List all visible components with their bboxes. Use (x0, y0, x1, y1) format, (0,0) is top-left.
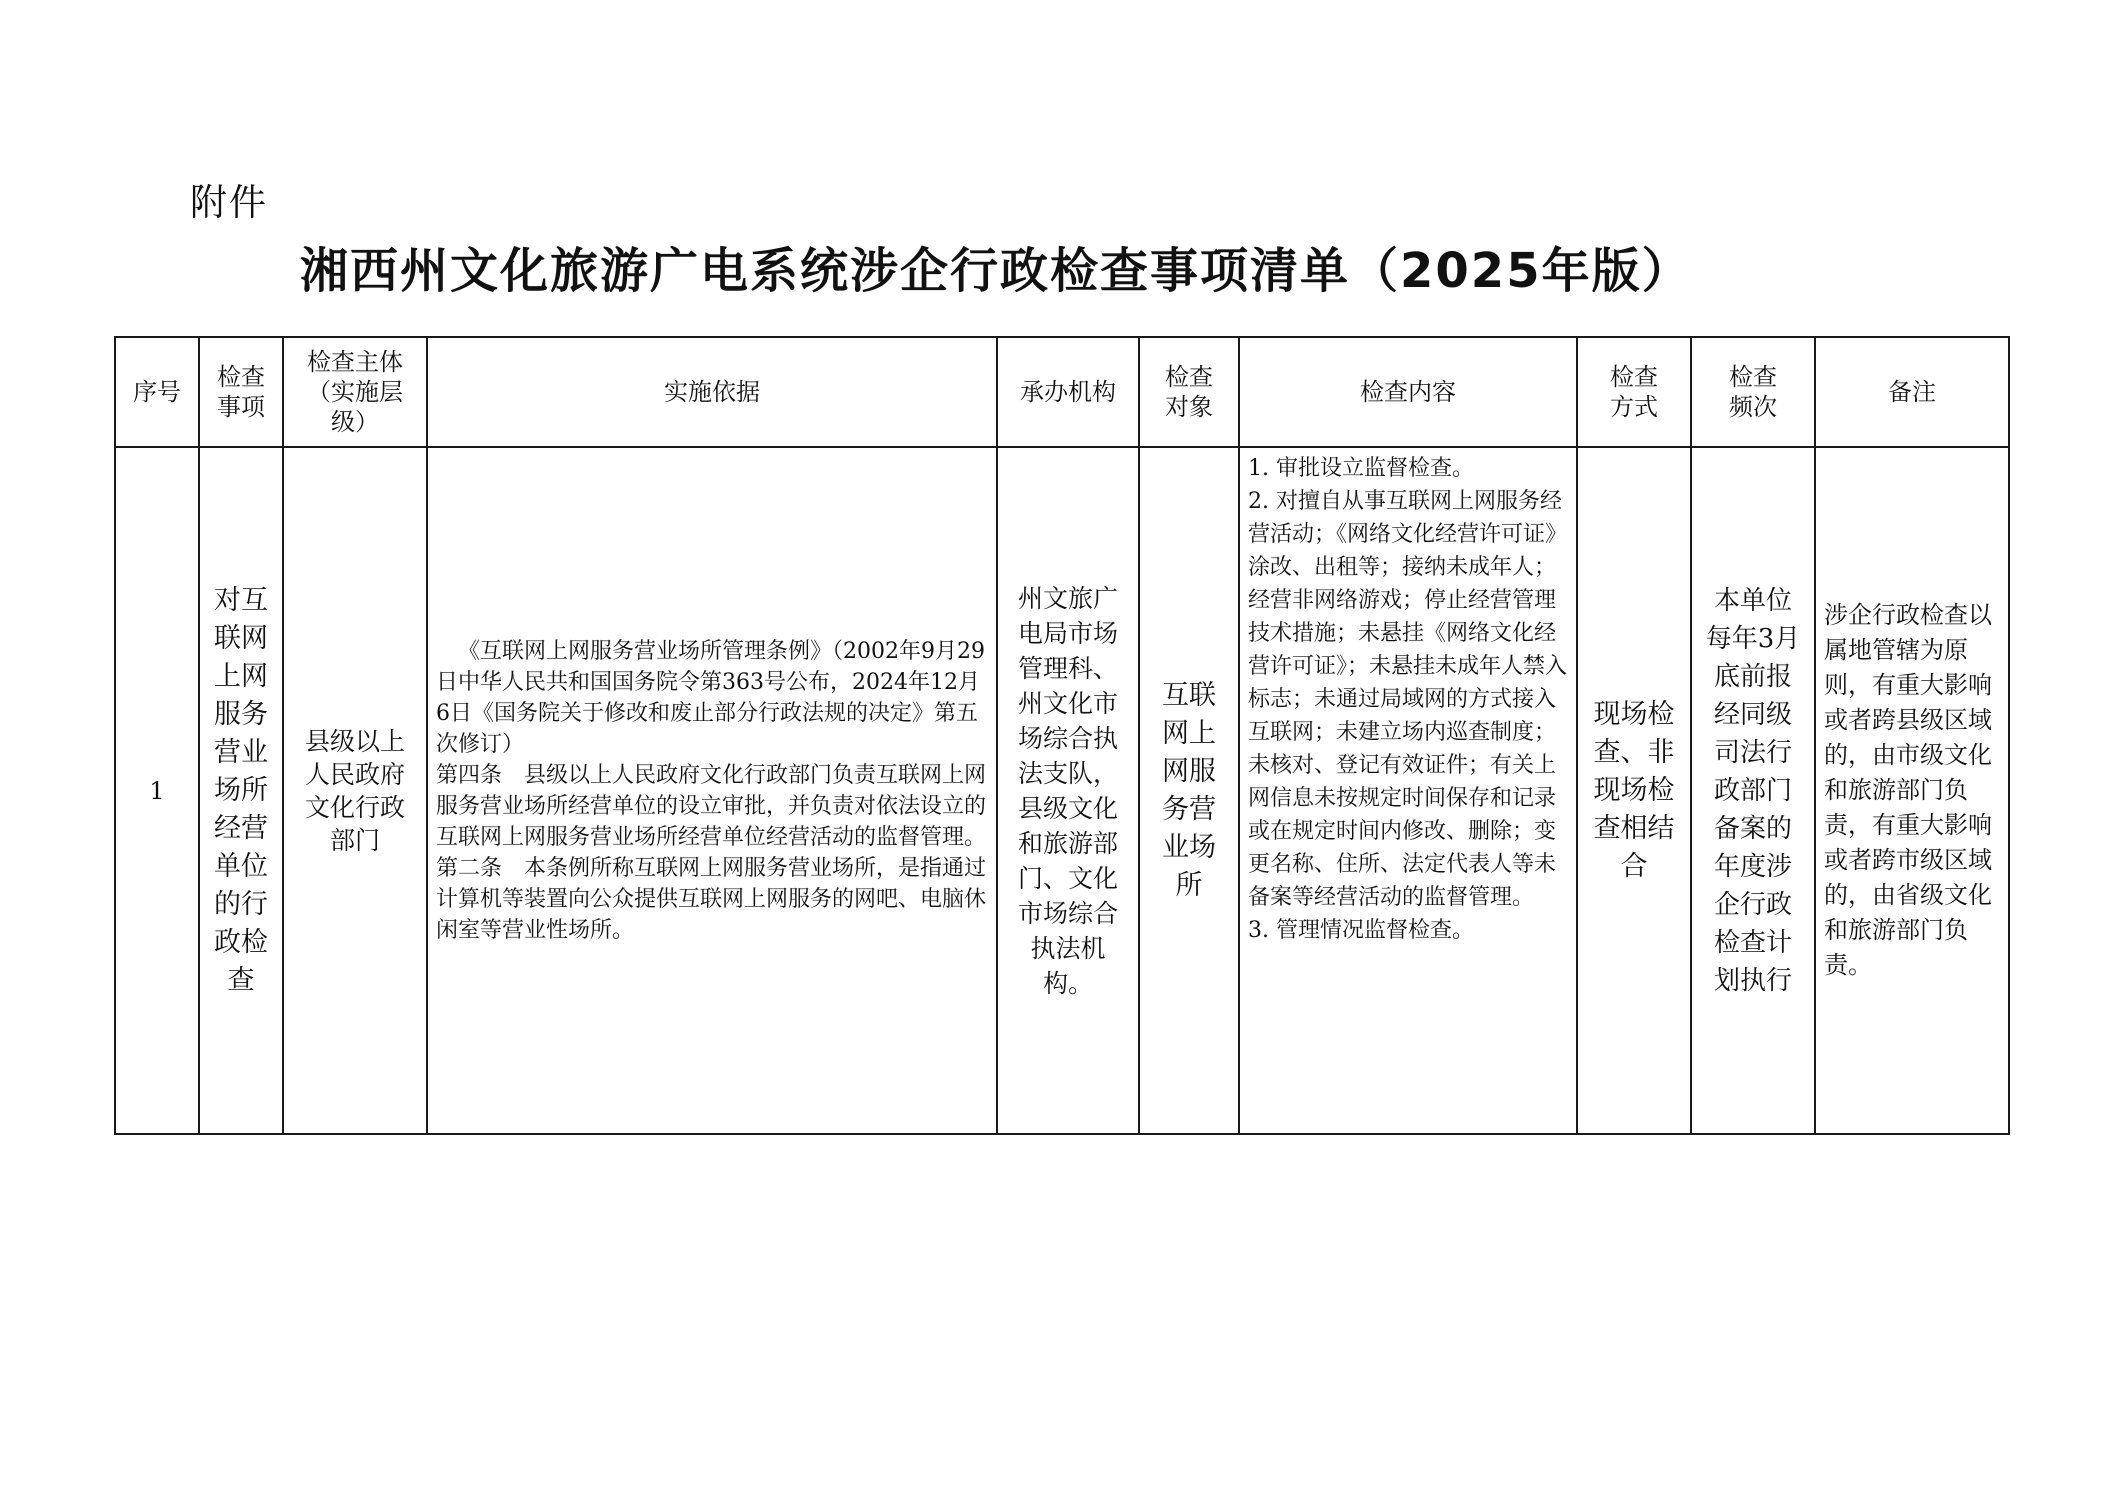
cell-basis (427, 447, 997, 1134)
col-header-subject: 检查主体（实施层级） (283, 337, 427, 447)
col-header-target: 检查对象 (1139, 337, 1239, 447)
basis-paragraph: 《互联网上网服务营业场所管理条例》（2002年9月29日中华人民共和国国务院令第363号公布，2024年12月6日《国务院关于修改和废止部分行政法规的决定》第五次修订） (436, 638, 985, 757)
col-header-index: 序号 (115, 337, 199, 447)
cell-note: 涉企行政检查以属地管辖为原则，有重大影响或者跨县级区域的，由市级文化和旅游部门负责，有重大影响或者跨市级区域的，由省级文化和旅游部门负责。 (1815, 447, 2009, 1134)
inspection-items-table (114, 336, 2010, 1135)
table-header-row (115, 337, 2009, 447)
content-item: 2. 对擅自从事互联网上网服务经营活动；《网络文化经营许可证》涂改、出租等；接纳未成年人；经营非网络游戏；停止经营管理技术措施；未悬挂《网络文化经营许可证》；未悬挂未成年人禁入标志；未通过局域网的方式接入互联网；未建立场内巡查制度；未核对、登记有效证件；有关上网信息未按规定时间保存和记录或在规定时间内修改、删除；变更名称、住所、法定代表人等未备案等经营活动的监督管理。 (1248, 489, 1568, 910)
col-header-frequency: 检查频次 (1691, 337, 1815, 447)
col-header-content: 检查内容 (1239, 337, 1577, 447)
col-header-method: 检查方式 (1577, 337, 1691, 447)
col-header-item: 检查事项 (199, 337, 283, 447)
content-item: 1. 审批设立监督检查。 (1248, 456, 1474, 481)
content-item: 3. 管理情况监督检查。 (1248, 918, 1474, 943)
col-header-note: 备注 (1815, 337, 2009, 447)
table-row (115, 447, 2009, 1134)
attachment-label: 附件 (190, 181, 268, 224)
cell-method: 现场检查、非现场检查相结合 (1577, 447, 1691, 1134)
basis-paragraph: 第二条 本条例所称互联网上网服务营业场所，是指通过计算机等装置向公众提供互联网上网服务的网吧、电脑休闲室等营业性场所。 (436, 855, 987, 943)
cell-index: 1 (115, 447, 199, 1134)
cell-org: 州文旅广电局市场管理科、州文化市场综合执法支队，县级文化和旅游部门、文化市场综合执法机构。 (997, 447, 1139, 1134)
cell-target: 互联网上网服务营业场所 (1139, 447, 1239, 1134)
col-header-org: 承办机构 (997, 337, 1139, 447)
document-title: 湘西州文化旅游广电系统涉企行政检查事项清单（2025年版） (300, 243, 1692, 299)
basis-paragraph: 第四条 县级以上人民政府文化行政部门负责互联网上网服务营业场所经营单位的设立审批，并负责对依法设立的互联网上网服务营业场所经营单位经营活动的监督管理。 (436, 762, 987, 850)
col-header-basis: 实施依据 (427, 337, 997, 447)
cell-subject: 县级以上人民政府文化行政部门 (283, 447, 427, 1134)
cell-item: 对互联网上网服务营业场所经营单位的行政检查 (199, 447, 283, 1134)
cell-frequency: 本单位每年3月底前报经同级司法行政部门备案的年度涉企行政检查计划执行 (1691, 447, 1815, 1134)
cell-content (1239, 447, 1577, 1134)
